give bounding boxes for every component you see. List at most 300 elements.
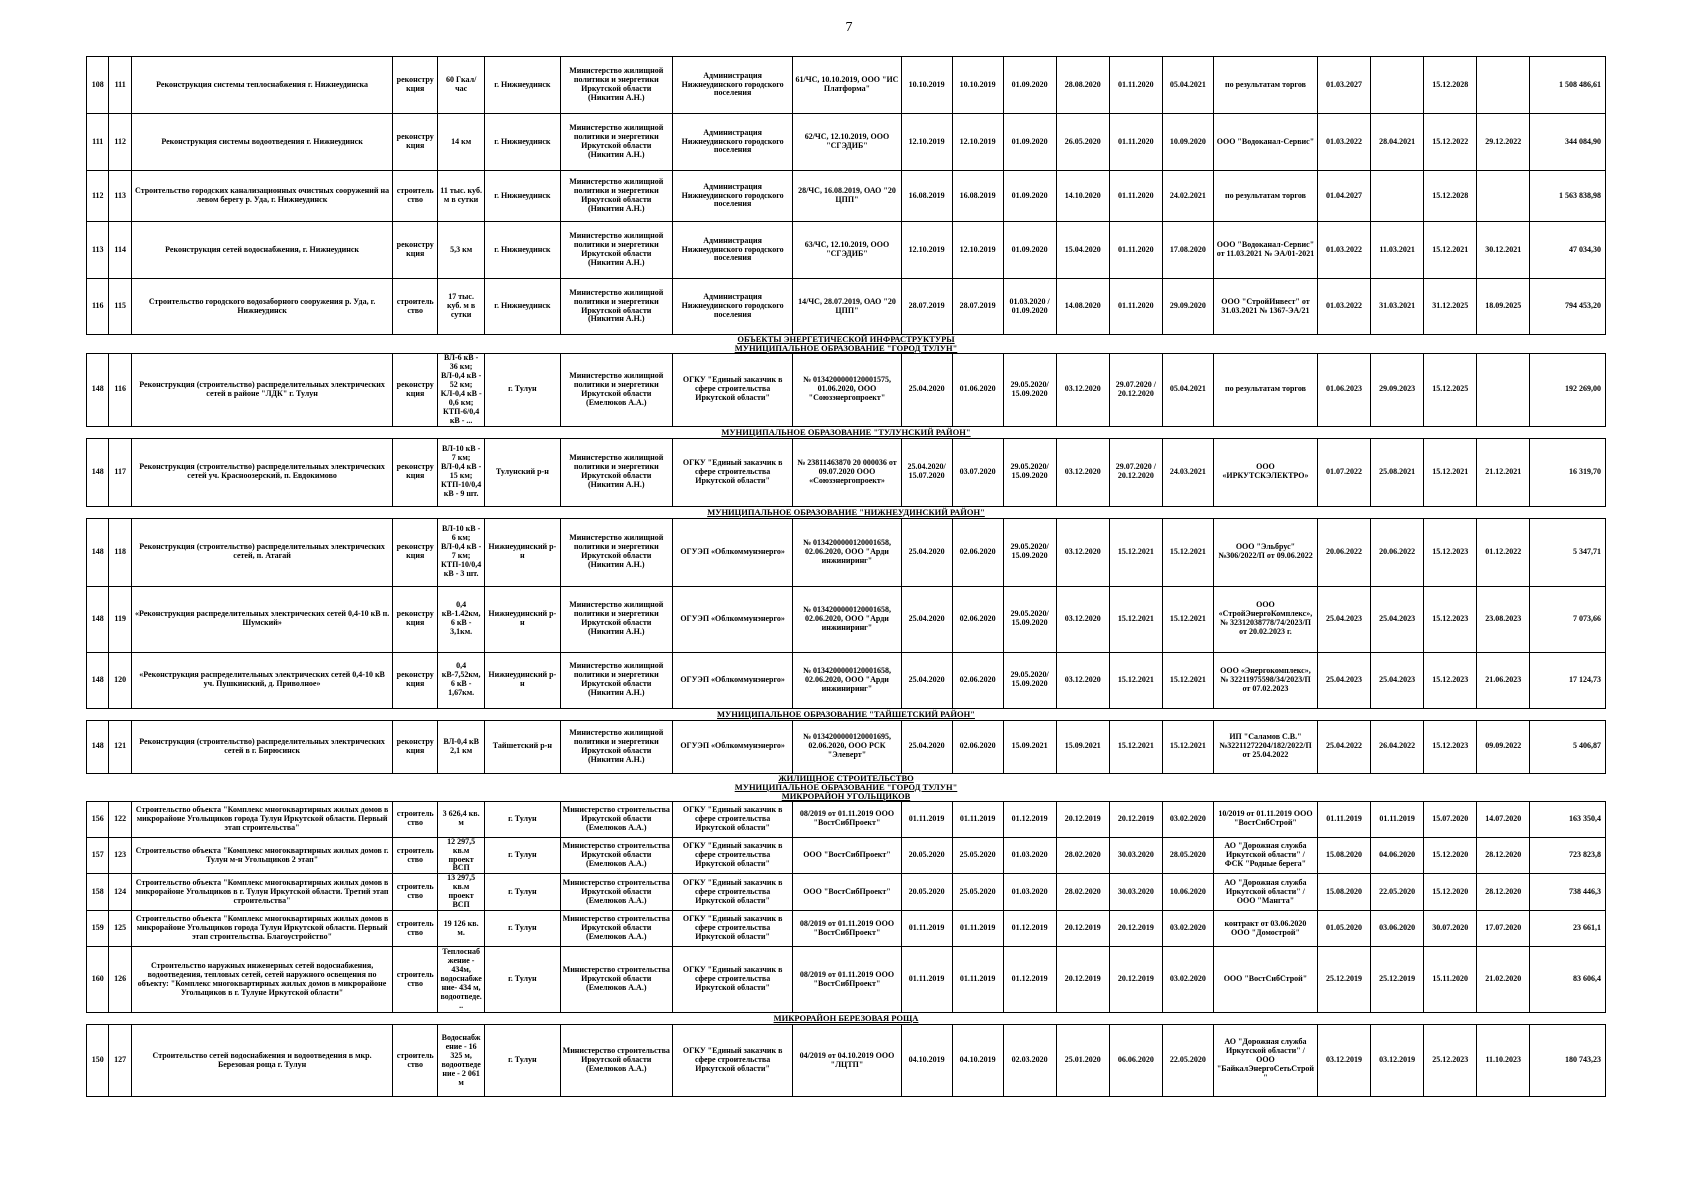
capacity-cell: ВЛ-10 кВ - 7 км; ВЛ-0,4 кВ - 15 км; КТП-10/0,4 кВ - 9 шт.	[438, 438, 485, 506]
customer-cell: Администрация Нижнеудинского городского поселения	[672, 57, 792, 114]
date-9-cell: 15.12.2025	[1424, 354, 1477, 427]
table-row	[87, 837, 1606, 874]
amount-cell: 47 034,30	[1530, 222, 1606, 279]
row-number-cell: 148	[87, 438, 109, 506]
date-4-cell: 28.02.2020	[1056, 837, 1109, 874]
work-type-cell: строительство	[393, 911, 438, 947]
date-2-cell: 03.07.2020	[952, 438, 1003, 506]
design-contract-cell: 08/2019 от 01.11.2019 ООО "ВостСибПроект"	[793, 801, 901, 837]
design-contract-cell: № 0134200000120001695, 02.06.2020, ООО РСК "Элеверт"	[793, 720, 901, 773]
date-1-cell: 28.07.2019	[901, 279, 952, 335]
date-8-cell: 03.06.2020	[1371, 911, 1424, 947]
date-1-cell: 25.04.2020	[901, 586, 952, 652]
customer-cell: ОГУЭП «Облкоммунэнерго»	[672, 518, 792, 586]
section-header-row	[87, 773, 1606, 801]
object-name-cell: «Реконструкция распределительных электрических сетей 0,4-10 кВ п. Шумский»	[131, 586, 392, 652]
date-7-cell: 15.08.2020	[1318, 837, 1371, 874]
date-7-cell: 25.04.2022	[1318, 720, 1371, 773]
date-4-cell: 03.12.2020	[1056, 518, 1109, 586]
row-number-cell: 148	[87, 720, 109, 773]
amount-cell: 192 269,00	[1530, 354, 1606, 427]
table-row	[87, 279, 1606, 335]
contractor-cell: 10/2019 от 01.11.2019 ООО "ВостСибСтрой"	[1213, 801, 1317, 837]
date-8-cell: 03.12.2019	[1371, 1025, 1424, 1097]
section-title-line: МИКРОРАЙОН УГОЛЬЩИКОВ	[781, 790, 911, 801]
location-cell: Тайшетский р-н	[485, 720, 561, 773]
date-1-cell: 12.10.2019	[901, 114, 952, 171]
responsible-ministry-cell: Министерство строительства Иркутской области (Емелюков А.А.)	[560, 801, 672, 837]
responsible-ministry-cell: Министерство строительства Иркутской области (Емелюков А.А.)	[560, 837, 672, 874]
object-number-cell: 127	[109, 1025, 131, 1097]
date-5-cell: 01.11.2020	[1109, 279, 1162, 335]
capacity-cell: 0,4 кВ-7,52км, 6 кВ - 1,67км.	[438, 652, 485, 708]
date-8-cell: 29.09.2023	[1371, 354, 1424, 427]
amount-cell: 1 508 486,61	[1530, 57, 1606, 114]
date-4-cell: 15.04.2020	[1056, 222, 1109, 279]
responsible-ministry-cell: Министерство строительства Иркутской области (Емелюков А.А.)	[560, 1025, 672, 1097]
work-type-cell: реконструкция	[393, 586, 438, 652]
customer-cell: ОГКУ "Единый заказчик в сфере строительства Иркутской области"	[672, 801, 792, 837]
responsible-ministry-cell: Министерство жилищной политики и энергетики Иркутской области (Никитин А.Н.)	[560, 279, 672, 335]
date-3-cell: 01.03.2020	[1003, 837, 1056, 874]
date-3-cell: 01.09.2020	[1003, 114, 1056, 171]
date-9-cell: 15.12.2023	[1424, 518, 1477, 586]
date-10-cell: 01.12.2022	[1477, 518, 1530, 586]
object-number-cell: 117	[109, 438, 131, 506]
row-number-cell: 158	[87, 874, 109, 911]
date-4-cell: 03.12.2020	[1056, 586, 1109, 652]
date-7-cell: 25.04.2023	[1318, 586, 1371, 652]
capacity-cell: ВЛ-10 кВ - 6 км; ВЛ-0,4 кВ - 7 км; КТП-10/0,4 кВ - 3 шт.	[438, 518, 485, 586]
customer-cell: ОГУЭП «Облкоммунэнерго»	[672, 720, 792, 773]
contractor-cell: ООО "Эльбрус" №306/2022/П от 09.06.2022	[1213, 518, 1317, 586]
section-title	[87, 506, 1606, 518]
date-2-cell: 25.05.2020	[952, 837, 1003, 874]
date-9-cell: 15.07.2020	[1424, 801, 1477, 837]
contractor-cell: ООО "ВостСибСтрой"	[1213, 947, 1317, 1013]
amount-cell: 5 406,87	[1530, 720, 1606, 773]
object-name-cell: Строительство сетей водоснабжения и водоотведения в мкр. Березовая роща г. Тулун	[131, 1025, 392, 1097]
customer-cell: Администрация Нижнеудинского городского поселения	[672, 114, 792, 171]
date-2-cell: 02.06.2020	[952, 586, 1003, 652]
object-name-cell: Реконструкция системы водоотведения г. Нижнеудинск	[131, 114, 392, 171]
location-cell: г. Тулун	[485, 947, 561, 1013]
work-type-cell: строительство	[393, 947, 438, 1013]
object-number-cell: 123	[109, 837, 131, 874]
work-type-cell: строительство	[393, 171, 438, 222]
date-10-cell	[1477, 354, 1530, 427]
date-3-cell: 01.12.2019	[1003, 801, 1056, 837]
capacity-cell: 17 тыс. куб. м в сутки	[438, 279, 485, 335]
date-10-cell: 21.06.2023	[1477, 652, 1530, 708]
date-5-cell: 15.12.2021	[1109, 586, 1162, 652]
date-6-cell: 15.12.2021	[1162, 720, 1213, 773]
amount-cell: 23 661,1	[1530, 911, 1606, 947]
customer-cell: Администрация Нижнеудинского городского поселения	[672, 279, 792, 335]
contractor-cell: ООО "Водоканал-Сервис"	[1213, 114, 1317, 171]
date-8-cell: 25.08.2021	[1371, 438, 1424, 506]
date-1-cell: 20.05.2020	[901, 874, 952, 911]
table-row	[87, 354, 1606, 427]
section-header-row	[87, 708, 1606, 720]
date-8-cell: 20.06.2022	[1371, 518, 1424, 586]
table-row	[87, 652, 1606, 708]
object-name-cell: Реконструкция (строительство) распределительных электрических сетей в районе "ЛДК" г. Тулун	[131, 354, 392, 427]
design-contract-cell: ООО "ВостСибПроект"	[793, 837, 901, 874]
date-9-cell: 15.12.2023	[1424, 586, 1477, 652]
amount-cell: 180 743,23	[1530, 1025, 1606, 1097]
contractor-cell: по результатам торгов	[1213, 57, 1317, 114]
row-number-cell: 148	[87, 354, 109, 427]
date-4-cell: 28.08.2020	[1056, 57, 1109, 114]
date-5-cell: 29.07.2020 / 20.12.2020	[1109, 438, 1162, 506]
date-8-cell: 31.03.2021	[1371, 279, 1424, 335]
section-title-line: МУНИЦИПАЛЬНОЕ ОБРАЗОВАНИЕ "ТАЙШЕТСКИЙ РАЙОН"	[717, 708, 975, 719]
table-row	[87, 911, 1606, 947]
date-1-cell: 01.11.2019	[901, 801, 952, 837]
date-2-cell: 02.06.2020	[952, 518, 1003, 586]
date-7-cell: 20.06.2022	[1318, 518, 1371, 586]
date-10-cell: 18.09.2025	[1477, 279, 1530, 335]
amount-cell: 7 073,66	[1530, 586, 1606, 652]
object-name-cell: Строительство городских канализационных очистных сооружений на левом берегу р. Уда, г. Нижнеудинск	[131, 171, 392, 222]
date-2-cell: 12.10.2019	[952, 222, 1003, 279]
date-3-cell: 02.03.2020	[1003, 1025, 1056, 1097]
date-6-cell: 24.03.2021	[1162, 438, 1213, 506]
date-3-cell: 29.05.2020/ 15.09.2020	[1003, 438, 1056, 506]
work-type-cell: реконструкция	[393, 652, 438, 708]
date-9-cell: 15.12.2028	[1424, 57, 1477, 114]
date-10-cell: 09.09.2022	[1477, 720, 1530, 773]
section-header-row	[87, 335, 1606, 354]
section-title	[87, 426, 1606, 438]
date-8-cell: 01.11.2019	[1371, 801, 1424, 837]
date-7-cell: 15.08.2020	[1318, 874, 1371, 911]
work-type-cell: реконструкция	[393, 354, 438, 427]
date-8-cell: 25.04.2023	[1371, 652, 1424, 708]
date-6-cell: 10.09.2020	[1162, 114, 1213, 171]
design-contract-cell: 28/ЧС, 16.08.2019, ОАО "20 ЦПП"	[793, 171, 901, 222]
date-4-cell: 20.12.2019	[1056, 911, 1109, 947]
location-cell: г. Тулун	[485, 911, 561, 947]
date-4-cell: 03.12.2020	[1056, 652, 1109, 708]
date-8-cell: 25.12.2019	[1371, 947, 1424, 1013]
date-7-cell: 01.11.2019	[1318, 801, 1371, 837]
date-9-cell: 15.12.2023	[1424, 652, 1477, 708]
design-contract-cell: № 0134200000120001658, 02.06.2020, ООО "Арди инжиниринг"	[793, 652, 901, 708]
date-6-cell: 15.12.2021	[1162, 518, 1213, 586]
date-6-cell: 22.05.2020	[1162, 1025, 1213, 1097]
date-5-cell: 15.12.2021	[1109, 518, 1162, 586]
capacity-cell: ВЛ-0,4 кВ 2,1 км	[438, 720, 485, 773]
date-5-cell: 15.12.2021	[1109, 720, 1162, 773]
date-6-cell: 03.02.2020	[1162, 911, 1213, 947]
object-name-cell: Реконструкция (строительство) распределительных электрических сетей в г. Бирюсинск	[131, 720, 392, 773]
object-name-cell: Реконструкция (строительство) распределительных электрических сетей уч. Красноозерский, п. Евдокимово	[131, 438, 392, 506]
date-3-cell: 29.05.2020/ 15.09.2020	[1003, 354, 1056, 427]
date-9-cell: 31.12.2025	[1424, 279, 1477, 335]
date-3-cell: 01.09.2020	[1003, 222, 1056, 279]
date-6-cell: 15.12.2021	[1162, 652, 1213, 708]
date-4-cell: 20.12.2019	[1056, 801, 1109, 837]
date-10-cell	[1477, 57, 1530, 114]
date-4-cell: 03.12.2020	[1056, 354, 1109, 427]
date-5-cell: 30.03.2020	[1109, 874, 1162, 911]
date-1-cell: 10.10.2019	[901, 57, 952, 114]
date-6-cell: 28.05.2020	[1162, 837, 1213, 874]
table-row	[87, 222, 1606, 279]
date-10-cell: 21.02.2020	[1477, 947, 1530, 1013]
table-row	[87, 57, 1606, 114]
date-3-cell: 01.03.2020 / 01.09.2020	[1003, 279, 1056, 335]
section-title-line: МУНИЦИПАЛЬНОЕ ОБРАЗОВАНИЕ "ГОРОД ТУЛУН"	[734, 343, 958, 353]
responsible-ministry-cell: Министерство жилищной политики и энергетики Иркутской области (Емелюков А.А.)	[560, 354, 672, 427]
location-cell: г. Тулун	[485, 801, 561, 837]
location-cell: г. Тулун	[485, 1025, 561, 1097]
date-10-cell: 23.08.2023	[1477, 586, 1530, 652]
date-1-cell: 01.11.2019	[901, 911, 952, 947]
capacity-cell: Водоснабжение - 16 325 м, водоотведение - 2 061 м	[438, 1025, 485, 1097]
location-cell: Нижнеудинский р-н	[485, 652, 561, 708]
work-type-cell: строительство	[393, 279, 438, 335]
capacity-cell: 19 126 кв. м.	[438, 911, 485, 947]
date-6-cell: 03.02.2020	[1162, 947, 1213, 1013]
location-cell: г. Нижнеудинск	[485, 222, 561, 279]
date-9-cell: 30.07.2020	[1424, 911, 1477, 947]
table-row	[87, 171, 1606, 222]
date-6-cell: 03.02.2020	[1162, 801, 1213, 837]
date-10-cell: 28.12.2020	[1477, 837, 1530, 874]
object-number-cell: 116	[109, 354, 131, 427]
date-7-cell: 01.03.2022	[1318, 222, 1371, 279]
date-3-cell: 29.05.2020/ 15.09.2020	[1003, 652, 1056, 708]
capacity-cell: ВЛ-6 кВ - 36 км; ВЛ-0,4 кВ - 52 км; КЛ-0,4 кВ - 0,6 км; КТП-6/0,4 кВ - ...	[438, 354, 485, 427]
responsible-ministry-cell: Министерство жилищной политики и энергетики Иркутской области (Никитин А.Н.)	[560, 222, 672, 279]
section-title	[87, 708, 1606, 720]
design-contract-cell: 62/ЧС, 12.10.2019, ООО "СГЭДИБ"	[793, 114, 901, 171]
location-cell: г. Тулун	[485, 874, 561, 911]
date-10-cell: 17.07.2020	[1477, 911, 1530, 947]
capacity-cell: 60 Гкал/час	[438, 57, 485, 114]
date-9-cell: 15.12.2020	[1424, 837, 1477, 874]
date-9-cell: 15.12.2021	[1424, 438, 1477, 506]
customer-cell: ОГУЭП «Облкоммунэнерго»	[672, 652, 792, 708]
date-3-cell: 01.09.2020	[1003, 171, 1056, 222]
date-9-cell: 15.12.2020	[1424, 874, 1477, 911]
amount-cell: 794 453,20	[1530, 279, 1606, 335]
date-7-cell: 01.06.2023	[1318, 354, 1371, 427]
table-row	[87, 720, 1606, 773]
date-2-cell: 01.11.2019	[952, 911, 1003, 947]
row-number-cell: 157	[87, 837, 109, 874]
date-5-cell: 01.11.2020	[1109, 171, 1162, 222]
row-number-cell: 108	[87, 57, 109, 114]
customer-cell: Администрация Нижнеудинского городского поселения	[672, 171, 792, 222]
object-name-cell: Строительство объекта "Комплекс многоквартирных жилых домов в микрорайоне Угольщиков города Тулун Иркутской области. Первый этап строительства. Благоустройство"	[131, 911, 392, 947]
date-5-cell: 20.12.2019	[1109, 801, 1162, 837]
date-7-cell: 01.03.2022	[1318, 114, 1371, 171]
table-row	[87, 947, 1606, 1013]
row-number-cell: 148	[87, 586, 109, 652]
date-1-cell: 01.11.2019	[901, 947, 952, 1013]
object-name-cell: «Реконструкция распределительных электрических сетей 0,4-10 кВ уч. Пушкинский, д. Приволное»	[131, 652, 392, 708]
date-7-cell: 25.04.2023	[1318, 652, 1371, 708]
responsible-ministry-cell: Министерство жилищной политики и энергетики Иркутской области (Никитин А.Н.)	[560, 57, 672, 114]
design-contract-cell: 14/ЧС, 28.07.2019, ОАО "20 ЦПП"	[793, 279, 901, 335]
date-7-cell: 03.12.2019	[1318, 1025, 1371, 1097]
design-contract-cell: 08/2019 от 01.11.2019 ООО "ВостСибПроект"	[793, 911, 901, 947]
capacity-cell: Теплоснабжение - 434м, водоснабжение- 434 м, водоотведе...	[438, 947, 485, 1013]
date-10-cell: 11.10.2023	[1477, 1025, 1530, 1097]
design-contract-cell: 04/2019 от 04.10.2019 ООО "ЛЦТП"	[793, 1025, 901, 1097]
contractor-cell: по результатам торгов	[1213, 354, 1317, 427]
date-5-cell: 01.11.2020	[1109, 114, 1162, 171]
object-number-cell: 121	[109, 720, 131, 773]
registry-table-body	[87, 57, 1606, 1097]
date-8-cell	[1371, 171, 1424, 222]
object-number-cell: 114	[109, 222, 131, 279]
date-4-cell: 20.12.2019	[1056, 947, 1109, 1013]
table-row	[87, 874, 1606, 911]
date-7-cell: 01.03.2022	[1318, 279, 1371, 335]
table-row	[87, 438, 1606, 506]
responsible-ministry-cell: Министерство строительства Иркутской области (Емелюков А.А.)	[560, 947, 672, 1013]
date-5-cell: 29.07.2020 / 20.12.2020	[1109, 354, 1162, 427]
location-cell: г. Тулун	[485, 837, 561, 874]
date-4-cell: 26.05.2020	[1056, 114, 1109, 171]
date-5-cell: 06.06.2020	[1109, 1025, 1162, 1097]
date-1-cell: 20.05.2020	[901, 837, 952, 874]
contractor-cell: ИП "Саламов С.В." №32211272204/182/2022/П от 25.04.2022	[1213, 720, 1317, 773]
capacity-cell: 0,4 кВ-1.42км, 6 кВ - 3,1км.	[438, 586, 485, 652]
section-title-line: МИКРОРАЙОН БЕРЕЗОВАЯ РОЩА	[773, 1013, 919, 1024]
date-3-cell: 29.05.2020/ 15.09.2020	[1003, 586, 1056, 652]
object-number-cell: 111	[109, 57, 131, 114]
date-7-cell: 01.05.2020	[1318, 911, 1371, 947]
date-9-cell: 15.12.2021	[1424, 222, 1477, 279]
date-10-cell: 21.12.2021	[1477, 438, 1530, 506]
responsible-ministry-cell: Министерство жилищной политики и энергетики Иркутской области (Никитин А.Н.)	[560, 438, 672, 506]
responsible-ministry-cell: Министерство строительства Иркутской области (Емелюков А.А.)	[560, 911, 672, 947]
section-title-line: ЖИЛИЩНОЕ СТРОИТЕЛЬСТВО	[778, 773, 914, 783]
date-1-cell: 12.10.2019	[901, 222, 952, 279]
section-title-line: МУНИЦИПАЛЬНОЕ ОБРАЗОВАНИЕ "ТУЛУНСКИЙ РАЙОН"	[721, 426, 971, 437]
customer-cell: Администрация Нижнеудинского городского поселения	[672, 222, 792, 279]
section-title	[87, 335, 1606, 354]
design-contract-cell: № 23811463870 20 000036 от 09.07.2020 ООО «Союзэнергопроект»	[793, 438, 901, 506]
design-contract-cell: № 0134200000120001575, 01.06.2020, ООО "Союзэнергопроект"	[793, 354, 901, 427]
table-row	[87, 801, 1606, 837]
location-cell: Нижнеудинский р-н	[485, 518, 561, 586]
date-6-cell: 05.04.2021	[1162, 57, 1213, 114]
work-type-cell: реконструкция	[393, 114, 438, 171]
date-2-cell: 25.05.2020	[952, 874, 1003, 911]
row-number-cell: 112	[87, 171, 109, 222]
row-number-cell: 111	[87, 114, 109, 171]
date-2-cell: 02.06.2020	[952, 720, 1003, 773]
contractor-cell: контракт от 03.06.2020 ООО "Домострой"	[1213, 911, 1317, 947]
date-2-cell: 12.10.2019	[952, 114, 1003, 171]
date-3-cell: 01.12.2019	[1003, 947, 1056, 1013]
capacity-cell: 12 297,5 кв.м проект ВСП	[438, 837, 485, 874]
object-number-cell: 118	[109, 518, 131, 586]
date-1-cell: 25.04.2020	[901, 652, 952, 708]
object-number-cell: 122	[109, 801, 131, 837]
table-row	[87, 518, 1606, 586]
location-cell: г. Нижнеудинск	[485, 279, 561, 335]
date-8-cell: 04.06.2020	[1371, 837, 1424, 874]
date-7-cell: 01.03.2027	[1318, 57, 1371, 114]
date-10-cell: 14.07.2020	[1477, 801, 1530, 837]
date-5-cell: 01.11.2020	[1109, 57, 1162, 114]
object-number-cell: 115	[109, 279, 131, 335]
date-1-cell: 25.04.2020/ 15.07.2020	[901, 438, 952, 506]
work-type-cell: строительство	[393, 801, 438, 837]
customer-cell: ОГКУ "Единый заказчик в сфере строительства Иркутской области"	[672, 354, 792, 427]
row-number-cell: 156	[87, 801, 109, 837]
date-7-cell: 25.12.2019	[1318, 947, 1371, 1013]
date-3-cell: 01.09.2020	[1003, 57, 1056, 114]
object-number-cell: 125	[109, 911, 131, 947]
row-number-cell: 116	[87, 279, 109, 335]
contractor-cell: АО "Дорожная служба Иркутской области" / ООО "Мангта"	[1213, 874, 1317, 911]
contractor-cell: ООО «Энергокомплекс», № 32211975598/34/2023/П от 07.02.2023	[1213, 652, 1317, 708]
date-3-cell: 15.09.2021	[1003, 720, 1056, 773]
date-2-cell: 01.11.2019	[952, 801, 1003, 837]
object-name-cell: Строительство объекта "Комплекс многоквартирных жилых домов г. Тулун м-н Угольщиков 2 этап"	[131, 837, 392, 874]
date-2-cell: 02.06.2020	[952, 652, 1003, 708]
amount-cell: 738 446,3	[1530, 874, 1606, 911]
responsible-ministry-cell: Министерство жилищной политики и энергетики Иркутской области (Никитин А.Н.)	[560, 171, 672, 222]
date-3-cell: 01.03.2020	[1003, 874, 1056, 911]
customer-cell: ОГКУ "Единый заказчик в сфере строительства Иркутской области"	[672, 438, 792, 506]
capacity-cell: 13 297,5 кв.м проект ВСП	[438, 874, 485, 911]
date-1-cell: 25.04.2020	[901, 518, 952, 586]
object-name-cell: Реконструкция (строительство) распределительных электрических сетей, п. Атагай	[131, 518, 392, 586]
row-number-cell: 148	[87, 518, 109, 586]
date-2-cell: 16.08.2019	[952, 171, 1003, 222]
date-6-cell: 17.08.2020	[1162, 222, 1213, 279]
table-row	[87, 586, 1606, 652]
table-row	[87, 1025, 1606, 1097]
section-title-line: МУНИЦИПАЛЬНОЕ ОБРАЗОВАНИЕ "НИЖНЕУДИНСКИЙ РАЙОН"	[707, 506, 985, 517]
responsible-ministry-cell: Министерство строительства Иркутской области (Емелюков А.А.)	[560, 874, 672, 911]
work-type-cell: реконструкция	[393, 518, 438, 586]
design-contract-cell: ООО "ВостСибПроект"	[793, 874, 901, 911]
date-8-cell	[1371, 57, 1424, 114]
section-title	[87, 773, 1606, 801]
date-10-cell	[1477, 171, 1530, 222]
amount-cell: 1 563 838,98	[1530, 171, 1606, 222]
location-cell: г. Нижнеудинск	[485, 57, 561, 114]
date-9-cell: 15.11.2020	[1424, 947, 1477, 1013]
customer-cell: ОГКУ "Единый заказчик в сфере строительства Иркутской области"	[672, 874, 792, 911]
registry-table	[86, 56, 1606, 1097]
date-5-cell: 30.03.2020	[1109, 837, 1162, 874]
work-type-cell: реконструкция	[393, 222, 438, 279]
date-4-cell: 14.10.2020	[1056, 171, 1109, 222]
object-number-cell: 124	[109, 874, 131, 911]
design-contract-cell: 08/2019 от 01.11.2019 ООО "ВостСибПроект"	[793, 947, 901, 1013]
date-8-cell: 26.04.2022	[1371, 720, 1424, 773]
date-8-cell: 11.03.2021	[1371, 222, 1424, 279]
work-type-cell: реконструкция	[393, 438, 438, 506]
contractor-cell: ООО «ИРКУТСКЭЛЕКТРО»	[1213, 438, 1317, 506]
object-number-cell: 119	[109, 586, 131, 652]
date-7-cell: 01.04.2027	[1318, 171, 1371, 222]
location-cell: г. Нижнеудинск	[485, 171, 561, 222]
contractor-cell: ООО "Водоканал-Сервис" от 11.03.2021 № ЭА/01-2021	[1213, 222, 1317, 279]
